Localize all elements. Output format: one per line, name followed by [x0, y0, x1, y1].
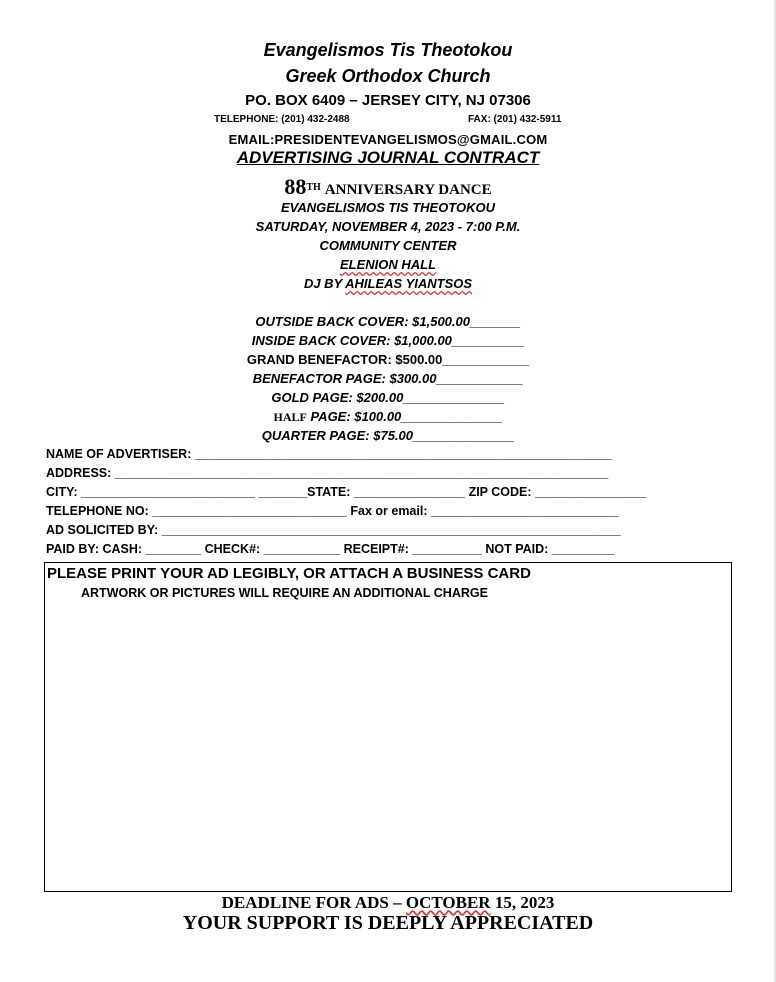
event-hall [0, 257, 776, 272]
ad-deadline [0, 893, 776, 913]
rate-grand-benefactor: GRAND BENEFACTOR: $500.00____________ [246, 352, 530, 367]
ad-deadline-month: OCTOBER [405, 893, 491, 912]
ad-print-area[interactable] [44, 562, 732, 892]
rate-inside-back-cover: INSIDE BACK COVER: $1,000.00__________ [251, 333, 525, 348]
rate-half-text: PAGE: $100.00______________ [310, 409, 503, 424]
field-ad-solicited-by[interactable]: AD SOLICITED BY: __________________________________________________________________ [46, 523, 621, 537]
event-dj-name: AHILEAS YIANTSOS [345, 276, 473, 291]
event-venue: COMMUNITY CENTER [319, 238, 457, 253]
rate-quarter-page: QUARTER PAGE: $75.00______________ [261, 428, 515, 443]
event-dj-prefix: DJ BY [303, 276, 343, 291]
field-paid-by[interactable]: PAID BY: CASH: ________ CHECK#: ___________ RECEIPT#: __________ NOT PAID: _________ [46, 542, 615, 556]
church-email: EMAIL:PRESIDENTEVANGELISMOS@GMAIL.COM [228, 132, 548, 147]
rate-benefactor-page: BENEFACTOR PAGE: $300.00____________ [252, 371, 524, 386]
event-date-time: SATURDAY, NOVEMBER 4, 2023 - 7:00 P.M. [255, 219, 521, 234]
ad-instruction: PLEASE PRINT YOUR AD LEGIBLY, OR ATTACH A BUSINESS CARD [47, 565, 531, 582]
ad-deadline-prefix: DEADLINE FOR ADS – [221, 893, 406, 912]
church-address: PO. BOX 6409 – JERSEY CITY, NJ 07306 [245, 92, 531, 109]
event-hall-name: ELENION HALL [339, 257, 437, 272]
field-advertiser-name[interactable]: NAME OF ADVERTISER: ____________________________________________________________ [46, 447, 612, 461]
rate-outside-back-cover: OUTSIDE BACK COVER: $1,500.00_______ [255, 314, 521, 329]
anniversary-label: ANNIVERSARY DANCE [324, 182, 492, 198]
church-fax: FAX: (201) 432-5911 [468, 114, 562, 125]
church-name-line2: Greek Orthodox Church [285, 66, 491, 86]
event-organizer: EVANGELISMOS TIS THEOTOKOU [280, 200, 496, 215]
rate-gold-page: GOLD PAGE: $200.00______________ [271, 390, 505, 405]
contract-title: ADVERTISING JOURNAL CONTRACT [236, 148, 540, 167]
ad-artwork-note: ARTWORK OR PICTURES WILL REQUIRE AN ADDITIONAL CHARGE [81, 586, 488, 600]
anniversary-suffix: TH [306, 182, 321, 193]
rate-half-prefix: HALF [273, 410, 307, 424]
rate-half-page [0, 409, 776, 425]
ad-deadline-rest: 15, 2023 [490, 893, 555, 912]
event-dj [0, 276, 776, 291]
church-telephone: TELEPHONE: (201) 432-2488 [214, 114, 350, 125]
field-city-state-zip[interactable]: CITY: _________________________ _______STATE: ________________ ZIP CODE: ________________ [46, 485, 647, 499]
support-message: YOUR SUPPORT IS DEEPLY APPRECIATED [182, 912, 594, 934]
church-name-line1: Evangelismos Tis Theotokou [263, 40, 513, 60]
anniversary-number: 88 [284, 174, 307, 199]
field-telephone-fax[interactable]: TELEPHONE NO: ____________________________ Fax or email: ___________________________ [46, 504, 619, 518]
anniversary-title [0, 174, 776, 200]
field-address[interactable]: ADDRESS: _______________________________________________________________________ [46, 466, 609, 480]
